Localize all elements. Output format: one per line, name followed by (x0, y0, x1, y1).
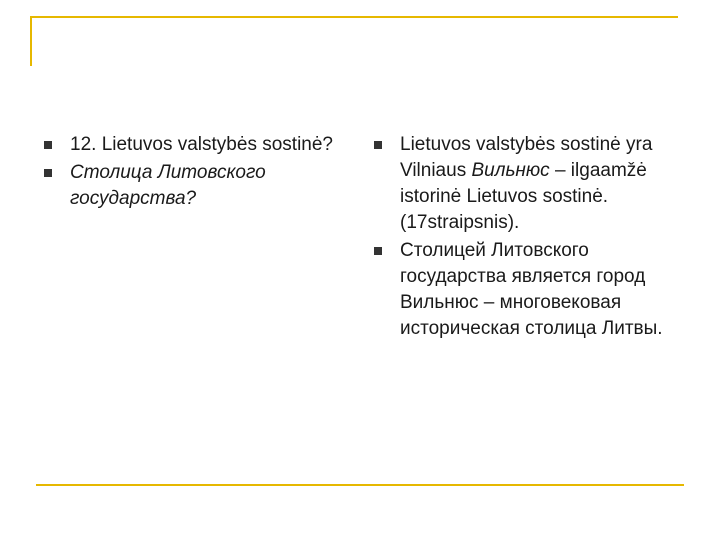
square-bullet-icon (44, 169, 52, 177)
square-bullet-icon (374, 141, 382, 149)
right-column (374, 132, 694, 344)
list-item (374, 238, 694, 342)
answer-lt-part1: Lietuvos valstybės sostinė yra Vilniaus (400, 134, 653, 181)
right-bullet-list (374, 132, 694, 342)
question-lt: 12. Lietuvos valstybės sostinė? (70, 134, 333, 155)
list-item (374, 132, 694, 236)
answer-lt-vilnius-ru: Вильнюс (471, 160, 550, 181)
left-bullet-list (44, 132, 344, 212)
square-bullet-icon (374, 247, 382, 255)
list-item (44, 132, 344, 158)
list-item (44, 160, 344, 212)
square-bullet-icon (44, 141, 52, 149)
bottom-accent-rule (36, 484, 684, 486)
top-accent-rule (30, 16, 678, 18)
question-ru: Столица Литовского государства? (70, 162, 266, 209)
left-column (44, 132, 344, 214)
answer-ru: Столицей Литовского государства является город Вильнюс – многовековая историческая столица Литвы. (400, 240, 663, 339)
answer-lt-part3: – ilgaamžė istorinė Lietuvos sostinė. (17straipsnis). (400, 160, 647, 233)
left-accent-rule (30, 16, 32, 66)
